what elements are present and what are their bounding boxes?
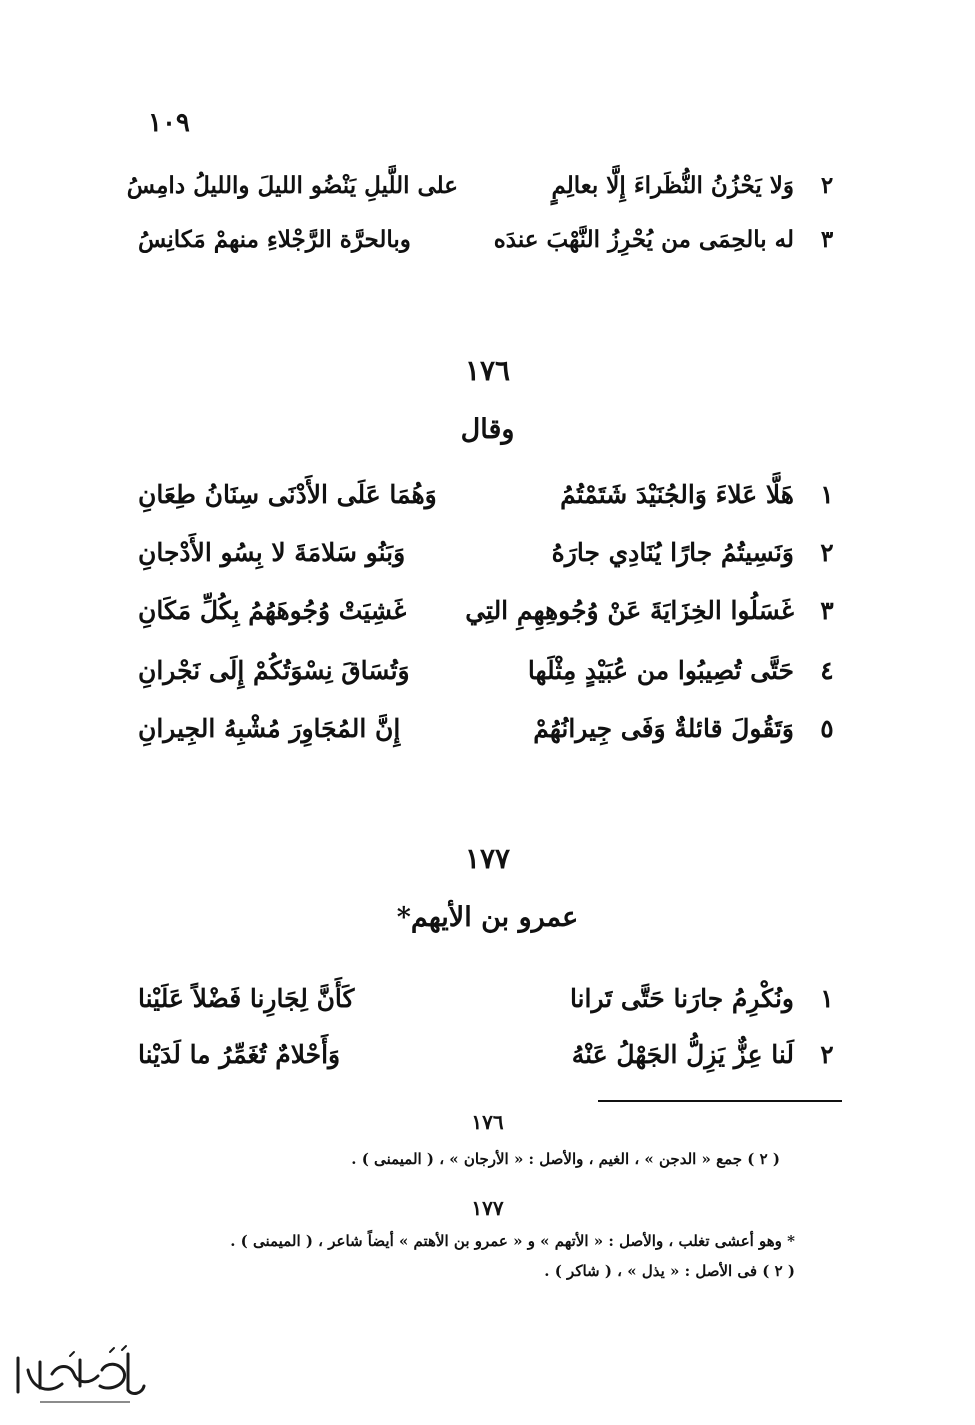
verse-number: ٢ — [820, 538, 834, 567]
verse-second-hemistich: إِنَّ المُجَاوِرَ مُشْبِهُ الجِيرانِ — [138, 714, 401, 743]
verse-number: ١ — [820, 984, 834, 1013]
poem-title: عمرو بن الأيهم* — [396, 902, 579, 933]
verse-row — [138, 596, 838, 640]
library-stamp-logo — [10, 1340, 148, 1410]
verse-second-hemistich: وَأَحْلامٌ تُغَمِّرُ ما لَدَيْنا — [138, 1040, 341, 1069]
verse-number: ٢ — [820, 1040, 834, 1069]
verse-second-hemistich: كَأَنَّ لِجَارِنا فَضْلاً عَلَيْنا — [138, 984, 355, 1013]
footnote-line: ( ٢ ) جمع « الدجن » ، الغيم ، والأصل : « الأرجان » ، ( الميمنى ) . — [351, 1150, 780, 1168]
verse-first-hemistich: وَنَسِيتُمُ جارًا يُنَادِي جارَهُ — [551, 538, 794, 567]
verse-first-hemistich: وَلا يَحْزُنُ النُّظَراءَ إِلَّا بعالِمٍ — [551, 172, 794, 199]
verse-second-hemistich: وَبَنُو سَلامَةَ لا بِسُو الأَدْجانِ — [138, 538, 406, 567]
verse-row — [138, 226, 838, 270]
verse-number: ١ — [820, 480, 834, 509]
verse-second-hemistich: على اللَّيلِ يَنْضُو الليلَ والليلُ دامِسُ — [126, 172, 458, 199]
verse-number: ٢ — [820, 172, 834, 199]
verse-first-hemistich: لَنا عِزٌّ يَزِلُّ الجَهْلُ عَنْهُ — [571, 1040, 794, 1069]
verse-row — [138, 714, 838, 758]
footnote-divider — [598, 1100, 842, 1102]
verse-second-hemistich: وَتُسَاقَ نِسْوَتُكُمْ إِلَى نَجْرانِ — [138, 656, 410, 685]
verse-row — [138, 480, 838, 524]
verse-second-hemistich: وبالحرَّة الرَّجْلاءِ منهمْ مَكانِسُ — [138, 226, 411, 253]
verse-first-hemistich: وَتَقُولَ قائلةٌ وَفَى جِيرانُهُمْ — [533, 714, 794, 743]
verse-row — [138, 538, 838, 582]
verse-first-hemistich: غَسَلُوا الخِزَايَةَ عَنْ وُجُوهِهِمِ التِي — [465, 596, 794, 625]
poem-number: ١٧٦ — [464, 354, 511, 387]
footnote-line: ( ٢ ) فى الأصل : « يذل » ، ( شاكر ) . — [544, 1262, 795, 1280]
verse-second-hemistich: غَشِيَتْ وُجُوهَهُمُ بِكُلِّ مَكَانِ — [138, 596, 407, 625]
stamp-calligraphy-icon — [10, 1340, 148, 1410]
verse-number: ٥ — [820, 714, 834, 743]
footnote-line: * وهو أعشى تغلب ، والأصل : « الأتهم » و « عمرو بن الأهتم » أيضاً شاعر ، ( الميمنى ) . — [230, 1232, 795, 1250]
verse-row — [138, 1040, 838, 1084]
footnote-section-number: ١٧٧ — [471, 1196, 504, 1220]
verse-row — [126, 172, 838, 216]
verse-first-hemistich: ونُكْرِمُ جارَنا حَتَّى تَرانا — [569, 984, 794, 1013]
poem-number: ١٧٧ — [464, 842, 511, 875]
verse-second-hemistich: وَهُمَا عَلَى الأَدْنَى سِنَانُ طِعَانِ — [138, 480, 437, 509]
verse-first-hemistich: هَلَّا عَلاءَ وَالجُنَيْدَ شَتَمْتُمُ — [560, 480, 794, 509]
verse-number: ٣ — [820, 596, 834, 625]
page-number: ١٠٩ — [148, 108, 190, 138]
footnote-section-number: ١٧٦ — [471, 1110, 504, 1134]
verse-row — [138, 656, 838, 700]
verse-row — [138, 984, 838, 1028]
poem-title: وقال — [460, 414, 515, 445]
verse-first-hemistich: له بالحِمَى من يُحْرِزُ النَّهْبَ عندَه — [493, 226, 794, 253]
verse-number: ٣ — [820, 226, 834, 253]
verse-number: ٤ — [820, 656, 834, 685]
verse-first-hemistich: حَتَّى تُصِيبُوا من عُبَيْدٍ مِثْلَها — [527, 656, 794, 685]
